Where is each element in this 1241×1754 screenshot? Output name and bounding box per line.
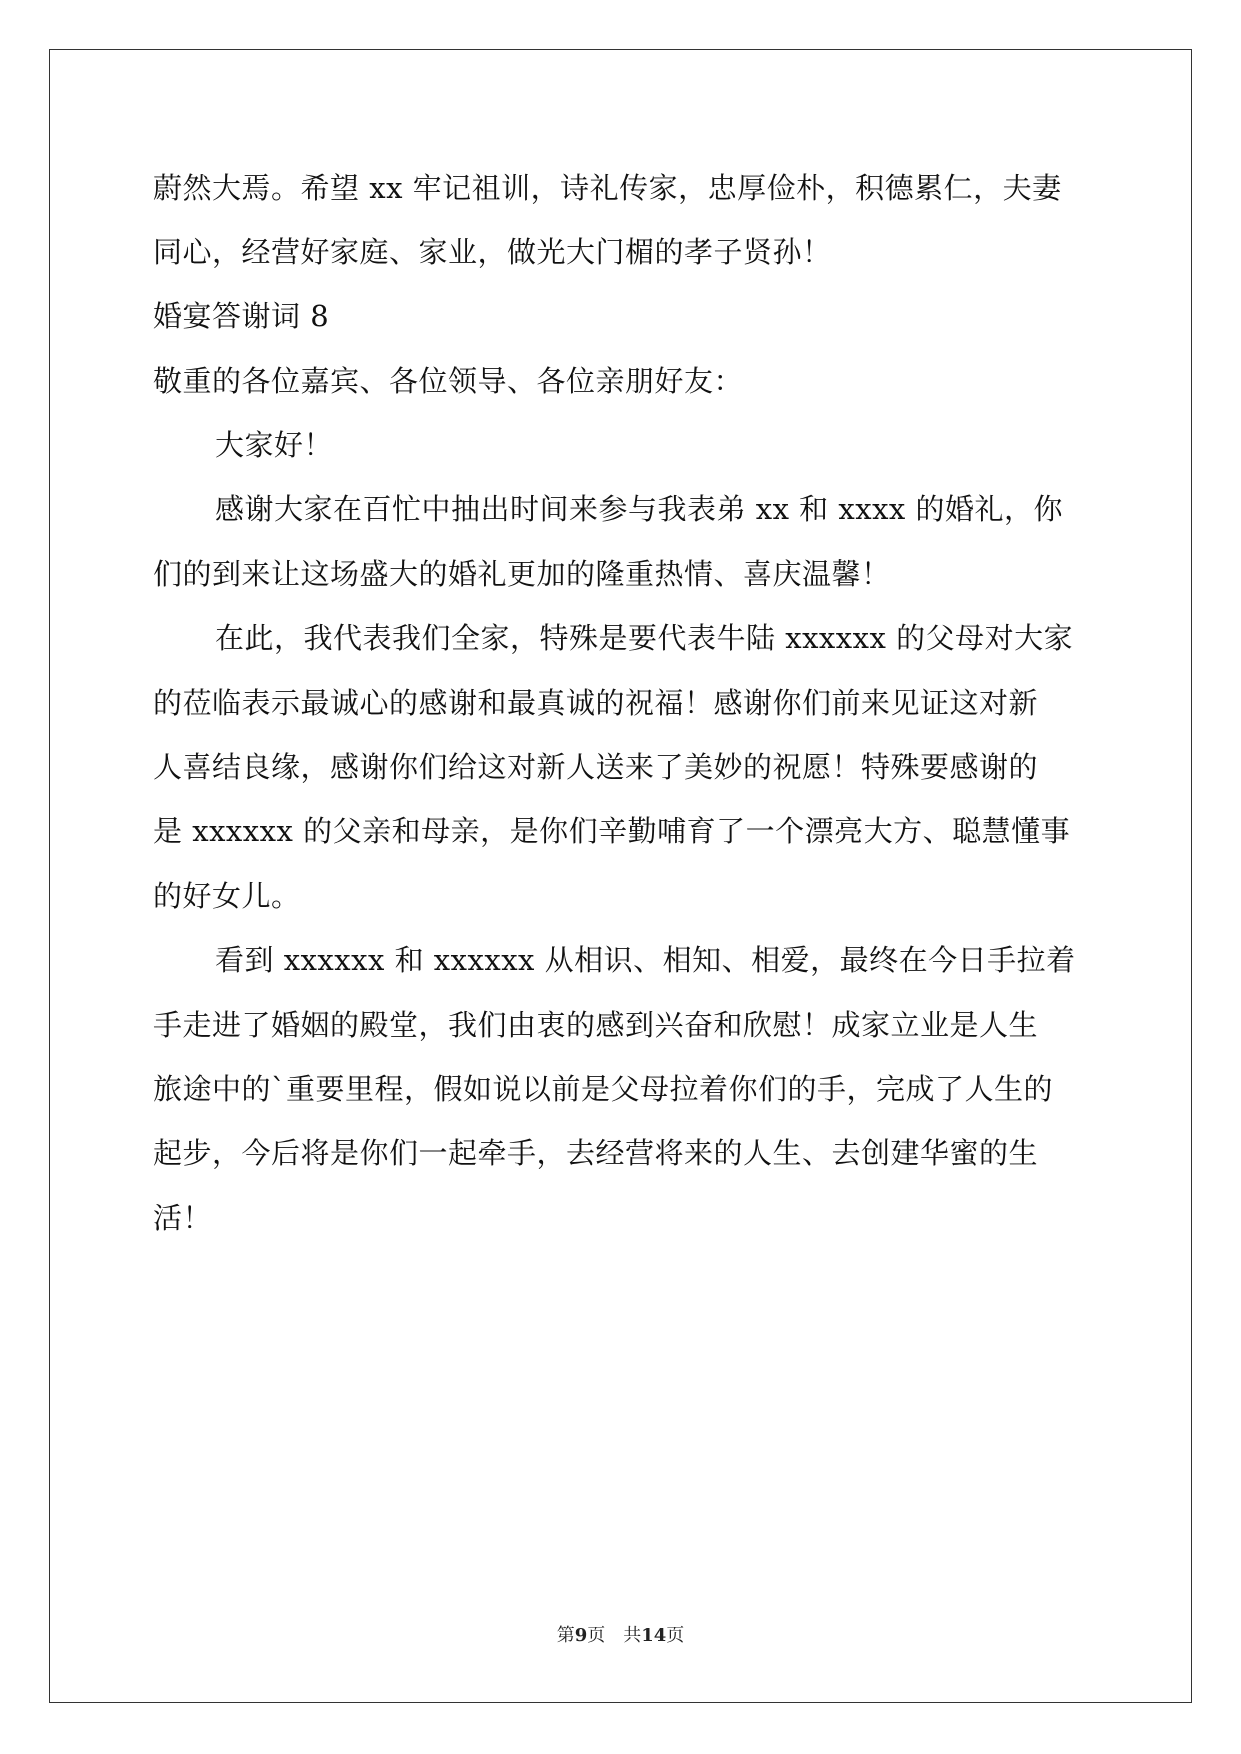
text-line: 的莅临表示最诚心的感谢和最真诚的祝福！感谢你们前来见证这对新: [153, 686, 1039, 720]
page-current: 9: [574, 1625, 588, 1646]
page-footer: [0, 1624, 1241, 1648]
page-total: 14: [641, 1625, 667, 1646]
section-heading: 婚宴答谢词 8: [153, 299, 330, 333]
page-mid: 页 共: [587, 1625, 642, 1646]
text-line: 人喜结良缘，感谢你们给这对新人送来了美妙的祝愿！特殊要感谢的: [153, 750, 1039, 784]
text-line: 的好女儿。: [153, 879, 301, 913]
text-line: 看到 xxxxxx 和 xxxxxx 从相识、相知、相爱，最终在今日手拉着: [215, 943, 1076, 977]
text-line: 手走进了婚姻的殿堂，我们由衷的感到兴奋和欣慰！成家立业是人生: [153, 1008, 1039, 1042]
page-suffix: 页: [666, 1625, 685, 1646]
text-line: 们的到来让这场盛大的婚礼更加的隆重热情、喜庆温馨！: [153, 557, 891, 591]
text-line: 是 xxxxxx 的父亲和母亲，是你们辛勤哺育了一个漂亮大方、聪慧懂事: [153, 814, 1071, 848]
text-line: 同心，经营好家庭、家业，做光大门楣的孝子贤孙！: [153, 235, 832, 269]
text-line: 旅途中的`重要里程，假如说以前是父母拉着你们的手，完成了人生的: [153, 1072, 1054, 1106]
salutation: 敬重的各位嘉宾、各位领导、各位亲朋好友：: [153, 364, 744, 398]
text-line: 在此，我代表我们全家，特殊是要代表牛陆 xxxxxx 的父母对大家: [215, 621, 1074, 655]
text-line: 活！: [153, 1201, 213, 1235]
page-prefix: 第: [556, 1625, 575, 1646]
greeting: 大家好！: [215, 428, 334, 462]
text-line: 感谢大家在百忙中抽出时间来参与我表弟 xx 和 xxxx 的婚礼，你: [215, 492, 1064, 526]
text-line: 蔚然大焉。希望 xx 牢记祖训，诗礼传家，忠厚俭朴，积德累仁，夫妻: [153, 171, 1062, 205]
text-line: 起步，今后将是你们一起牵手，去经营将来的人生、去创建华蜜的生: [153, 1136, 1039, 1170]
